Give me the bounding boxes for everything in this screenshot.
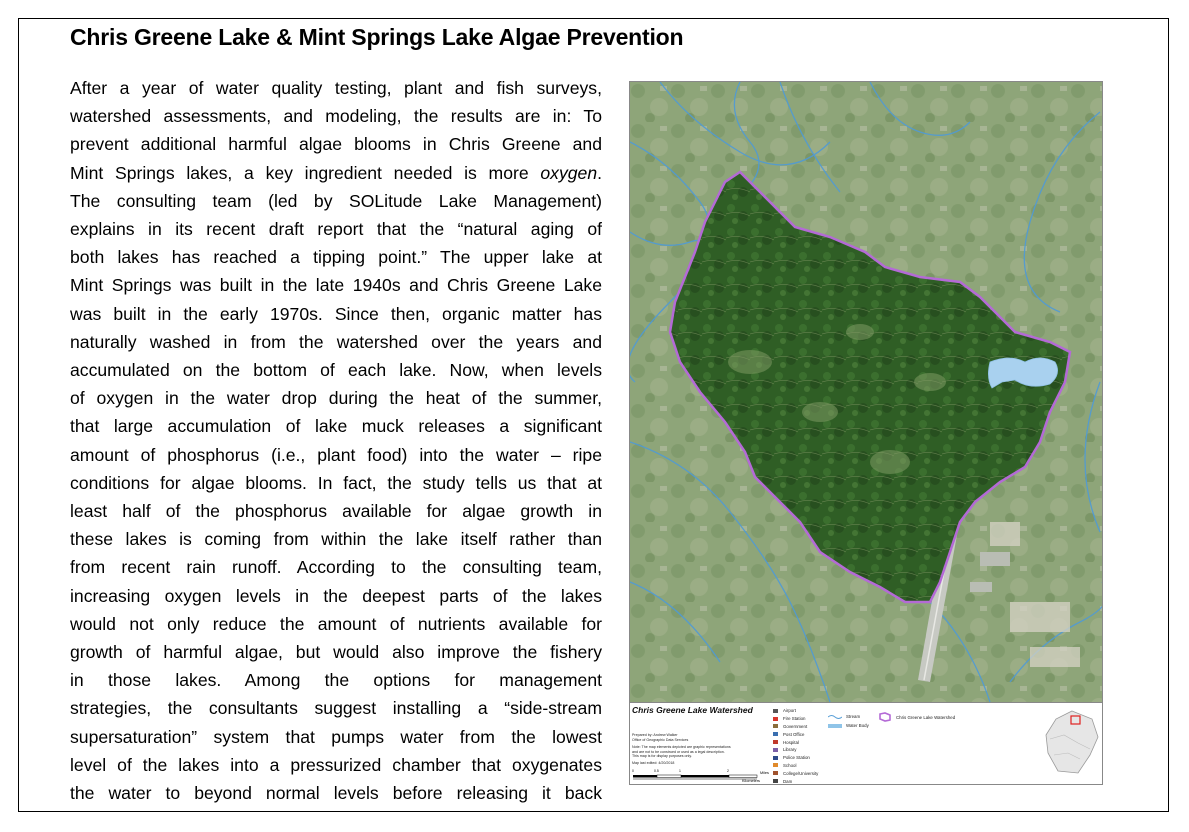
legend-label: Dam [783, 778, 793, 784]
last-edited: Map last edited: 4/20/2018 [632, 761, 675, 765]
government-icon [773, 724, 778, 728]
legend-label: Chris Greene Lake Watershed [896, 714, 956, 720]
page-title: Chris Greene Lake & Mint Springs Lake Algae Prevention [70, 24, 684, 50]
body-line: naturally washed in from the watershed over the years and [70, 331, 602, 352]
body-line: would not only reduce the amount of nutrients available for [70, 613, 602, 634]
disclaimer-line: This map is for display purposes only. [632, 754, 692, 758]
emphasis-suffix: . [597, 162, 602, 183]
emphasis-word: oxygen [540, 162, 598, 183]
legend-label: Airport [783, 708, 796, 714]
map-legend [630, 702, 1102, 785]
legend-title: Chris Greene Lake Watershed [632, 705, 753, 715]
body-line: After a year of water quality testing, plant and fish surveys, [70, 78, 602, 98]
legend-item [773, 777, 818, 785]
body-line: both lakes has reached a tipping point.” The upper lake at [70, 247, 602, 268]
legend-item [773, 738, 818, 746]
legend-item [828, 721, 869, 730]
body-line: strategies, the consultants suggest installing a “side-stream [70, 698, 602, 719]
body-line: of oxygen in the water drop during the heat of the summer, [70, 388, 602, 409]
legend-label: Stream [846, 714, 861, 719]
scale-tick: 1 [679, 769, 681, 773]
library-icon [773, 748, 778, 752]
legend-label: Fire Station [783, 716, 806, 722]
chris-greene-lake [988, 358, 1057, 388]
watershed-map [629, 81, 1103, 785]
body-line: that large accumulation of lake muck releases a significant [70, 416, 602, 437]
body-line: The consulting team (led by SOLitude Lake Management) [70, 190, 602, 211]
scale-unit-km: Kilometers [742, 779, 760, 783]
legend-label: Water Body [846, 723, 869, 728]
legend-label: Government [783, 723, 808, 729]
post-office-icon [773, 732, 778, 736]
fire-station-icon [773, 717, 778, 721]
legend-item [828, 712, 869, 721]
body-line: growth of harmful algae, but would also improve the fishery [70, 642, 602, 663]
locator-map-graphic [1044, 709, 1100, 779]
body-line: supersaturation” system that pumps water from the lowest [70, 726, 602, 747]
legend-item [773, 746, 818, 754]
body-line: accumulated on the bottom of each lake. Now, when levels [70, 360, 602, 381]
legend-label: College/University [783, 770, 819, 776]
body-line: increasing oxygen levels in the deepest parts of the lakes [70, 585, 602, 606]
airport-icon [773, 709, 778, 713]
body-line: watershed assessments, and modeling, the results are in: To [70, 106, 602, 127]
scale-tick: 0 [632, 769, 634, 773]
legend-item [773, 754, 818, 762]
article-body [70, 74, 602, 807]
scale-unit-miles: Miles [760, 771, 769, 775]
boundary-legend [878, 712, 955, 722]
body-line: Mint Springs was built in the late 1940s and Chris Greene Lake [70, 275, 602, 296]
legend-item [773, 715, 818, 723]
body-line-text: Mint Springs lakes, a key ingredient needed is more [70, 162, 541, 183]
police-station-icon [773, 756, 778, 760]
body-line: level of the lakes into a pressurized chamber that oxygenates [70, 754, 602, 775]
body-line: amount of phosphorus (i.e., plant food) into the water – ripe [70, 444, 602, 465]
body-line: prevent additional harmful algae blooms in Chris Greene and [70, 134, 602, 155]
legend-label: Post Office [783, 731, 805, 737]
school-icon [773, 763, 778, 767]
watershed-boundary-icon [878, 712, 892, 722]
hospital-icon [773, 740, 778, 744]
legend-item [773, 707, 818, 715]
stream-icon [828, 714, 842, 719]
body-line: in those lakes. Among the options for management [70, 670, 602, 691]
body-line-emphasis [70, 159, 602, 187]
legend-label: Hospital [783, 739, 799, 745]
disclaimer-line: Note: The map elements depicted are graphic representations [632, 745, 731, 749]
disclaimer-line: and are not to be construed or used as a legal description. [632, 749, 725, 754]
dam-icon [773, 779, 778, 783]
body-line: explains in its recent draft report that the “natural aging of [70, 219, 602, 240]
legend-label: Library [783, 747, 797, 753]
body-line: conditions for algae blooms. In fact, the study tells us that at [70, 472, 602, 493]
body-line: least half of the phosphorus available for algae growth in [70, 501, 602, 522]
body-line: from recent rain runoff. According to the consulting team, [70, 557, 602, 578]
map-image [630, 82, 1102, 702]
locator-map [1044, 709, 1100, 784]
legend-label: School [783, 762, 797, 768]
water-body-icon [828, 724, 842, 728]
prepared-by-line: Office of Geographic Data Services [632, 737, 689, 742]
body-line: was built in the early 1970s. Since then, organic matter has [70, 303, 602, 324]
scale-tick: 2 [727, 769, 729, 773]
prepared-by-line: Prepared by: Andrew Walker [632, 733, 678, 737]
legend-item [773, 762, 818, 770]
body-line: these lakes is coming from within the lake itself rather than [70, 529, 602, 550]
legend-item [773, 769, 818, 777]
body-line: the water to beyond normal levels before releasing it back [70, 783, 602, 804]
legend-label: Police Station [783, 755, 810, 761]
legend-item [773, 723, 818, 731]
college-icon [773, 771, 778, 775]
scale-bar [632, 771, 774, 785]
scale-tick: 0.5 [654, 769, 659, 773]
water-legend [828, 712, 869, 730]
legend-item [773, 730, 818, 738]
facility-legend [773, 707, 818, 785]
